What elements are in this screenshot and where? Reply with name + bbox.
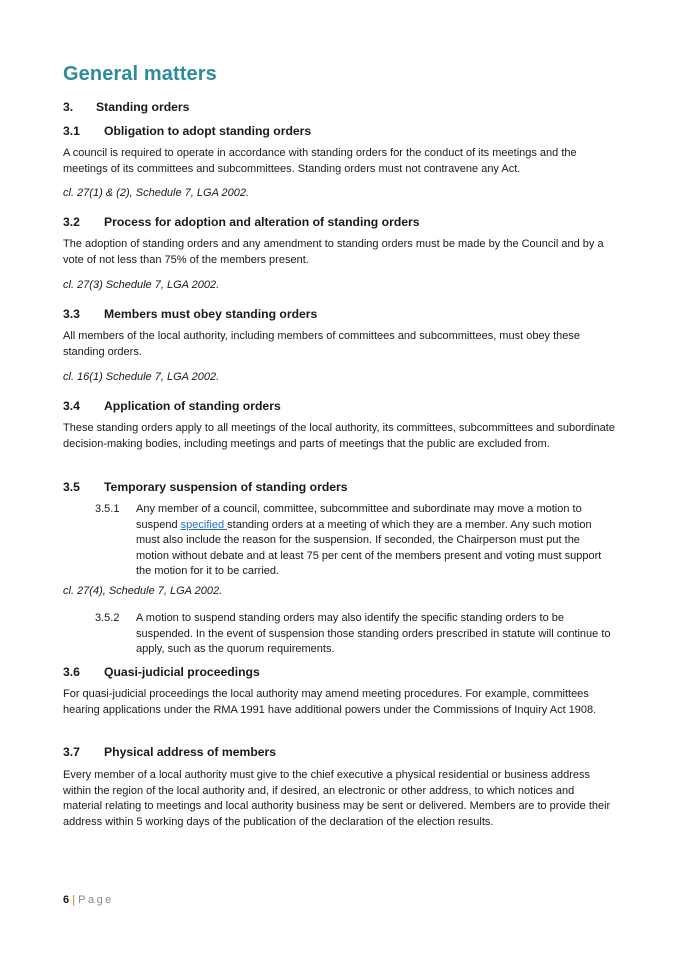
section-title: Members must obey standing orders (104, 307, 318, 321)
page-title: General matters (63, 63, 217, 85)
citation-3-5: cl. 27(4), Schedule 7, LGA 2002. (63, 585, 223, 597)
subsection-3-5-2 (95, 611, 615, 658)
subsection-text (136, 502, 615, 580)
section-heading-3-2 (63, 215, 420, 229)
section-heading-3-7 (63, 745, 276, 759)
section-body-3-1: A council is required to operate in accordance with standing orders for the conduct of its meetings and the meetings of its committees and subcommittees. Standing orders must not contravene any Act. (63, 147, 577, 175)
citation-3-3: cl. 16(1) Schedule 7, LGA 2002. (63, 371, 220, 383)
section-heading-3-3 (63, 307, 317, 321)
section-body-3-2: The adoption of standing orders and any amendment to standing orders must be made by the Council and by a vote of not less than 75% of the members present. (63, 238, 604, 266)
section-number: 3.6 (63, 665, 80, 679)
section-body-3-7: Every member of a local authority must give to the chief executive a physical residential or business address within the region of the local authority and, if desired, an electronic or other address, to which notices and material relating to meetings and local authority business may be sent or delivered. Members are to provide their address within 5 working days of the publication of the declaration of the election results. (63, 769, 611, 828)
section-number: 3.1 (63, 124, 80, 138)
section-number: 3.4 (63, 399, 80, 413)
section-number: 3.7 (63, 745, 80, 759)
section-title: Process for adoption and alteration of standing orders (104, 215, 420, 229)
section-title: Quasi-judicial proceedings (104, 665, 260, 679)
page-label: Page (78, 894, 114, 906)
section-heading-3-4 (63, 399, 281, 413)
citation-3-1: cl. 27(1) & (2), Schedule 7, LGA 2002. (63, 187, 250, 199)
section-title: Obligation to adopt standing orders (104, 124, 312, 138)
section-body-3-3: All members of the local authority, including members of committees and subcommittees, must obey these standing orders. (63, 330, 581, 358)
section-heading-3 (63, 100, 189, 114)
subsection-3-5-1 (95, 502, 615, 580)
citation-3-2: cl. 27(3) Schedule 7, LGA 2002. (63, 279, 220, 291)
section-number: 3.2 (63, 215, 80, 229)
section-heading-3-1 (63, 124, 311, 138)
section-title: Standing orders (96, 100, 190, 114)
subsection-number: 3.5.2 (95, 612, 120, 624)
section-number: 3.5 (63, 480, 80, 494)
page-footer (63, 894, 114, 906)
subsection-text-end: standing orders at a meeting of which they are a member. Any such motion must also include the reason for the suspension. If seconded, the Chairperson must put the motion without debate and at least 75 per cent of the members present and voting must support the motion for it to be carried. (136, 518, 602, 577)
section-number: 3. (63, 100, 74, 114)
subsection-text: A motion to suspend standing orders may also identify the specific standing orders to be suspended. In the event of suspension those standing orders prescribed in statute will continue to apply, such as the quorum requirements. (136, 612, 611, 655)
subsection-number: 3.5.1 (95, 503, 120, 515)
section-heading-3-6 (63, 665, 260, 679)
section-body-3-4: These standing orders apply to all meetings of the local authority, its committees, subcommittees and subordinate decision-making bodies, including meetings and parts of meetings that the public are excluded from. (63, 422, 615, 450)
footer-separator: | (72, 894, 76, 906)
section-title: Application of standing orders (104, 399, 281, 413)
section-heading-3-5 (63, 480, 348, 494)
page-number: 6 (63, 894, 70, 906)
section-number: 3.3 (63, 307, 80, 321)
section-title: Physical address of members (104, 745, 277, 759)
section-body-3-6: For quasi-judicial proceedings the local authority may amend meeting procedures. For example, committees hearing applications under the RMA 1991 have additional powers under the Commissions of Inquiry Act 1908. (63, 688, 597, 716)
specified-link[interactable]: specified (180, 518, 228, 531)
subsection-text-start: Any member of a council, committee, subcommittee and subordinate may move a motion to suspend (136, 503, 582, 531)
section-title: Temporary suspension of standing orders (104, 480, 348, 494)
